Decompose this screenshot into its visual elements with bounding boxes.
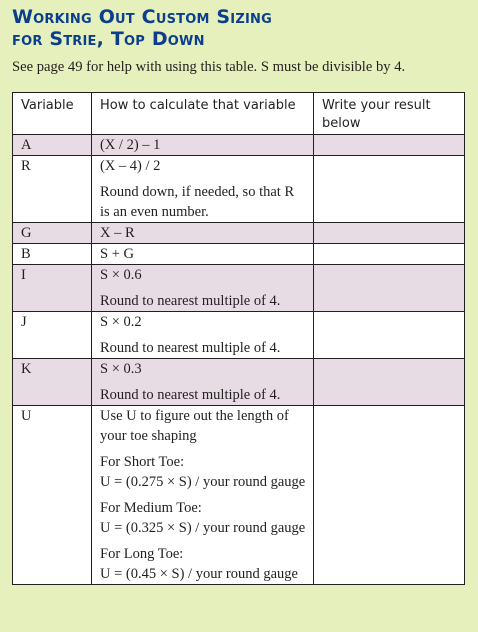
formula-cell: [92, 312, 314, 359]
result-cell[interactable]: [314, 406, 465, 585]
formula-cell: [92, 156, 314, 223]
table-row-k: [13, 359, 465, 406]
title-line-1: Working Out Custom Sizing: [12, 6, 272, 28]
long-toe-label: For Long Toe:: [100, 546, 184, 562]
formula-cell: [92, 359, 314, 406]
formula-cell: X – R: [92, 223, 314, 244]
header-variable: Variable: [13, 93, 92, 135]
result-cell[interactable]: [314, 265, 465, 312]
short-toe-label: For Short Toe:: [100, 454, 185, 470]
variable-cell: U: [13, 406, 92, 585]
title-line-2: for Strie, Top Down: [12, 28, 205, 50]
note-text: Round to nearest multiple of 4.: [100, 340, 281, 356]
short-toe-formula: U = (0.275 × S) / your round gauge: [100, 474, 306, 490]
header-how: How to calculate that variable: [92, 93, 314, 135]
note-text: Round to nearest multiple of 4.: [100, 387, 281, 403]
intro-line-2: your toe shaping: [100, 428, 197, 444]
header-result: [314, 93, 465, 135]
table-header-row: [13, 93, 465, 135]
note-text: Round to nearest multiple of 4.: [100, 293, 281, 309]
table-row-u: [13, 406, 465, 585]
long-toe-formula: U = (0.45 × S) / your round gauge: [100, 566, 298, 582]
header-result-line-1: Write your result: [322, 98, 431, 113]
page-title: [12, 6, 478, 50]
result-cell[interactable]: [314, 223, 465, 244]
table-row-j: [13, 312, 465, 359]
formula-text: S × 0.3: [100, 361, 142, 377]
medium-toe-formula: U = (0.325 × S) / your round gauge: [100, 520, 306, 536]
formula-text: (X – 4) / 2: [100, 158, 161, 174]
variable-cell: R: [13, 156, 92, 223]
variable-cell: B: [13, 244, 92, 265]
formula-cell: [92, 265, 314, 312]
header-result-line-2: below: [322, 116, 361, 131]
sizing-table: [12, 92, 465, 585]
variable-cell: G: [13, 223, 92, 244]
result-cell[interactable]: [314, 359, 465, 406]
variable-cell: K: [13, 359, 92, 406]
result-cell[interactable]: [314, 244, 465, 265]
result-cell[interactable]: [314, 156, 465, 223]
table-row-b: [13, 244, 465, 265]
result-cell[interactable]: [314, 312, 465, 359]
variable-cell: A: [13, 135, 92, 156]
intro-line-1: Use U to figure out the length of: [100, 408, 289, 424]
formula-text: S × 0.2: [100, 314, 142, 330]
table-row-a: [13, 135, 465, 156]
formula-text: S × 0.6: [100, 267, 142, 283]
table-row-r: [13, 156, 465, 223]
table-row-g: [13, 223, 465, 244]
medium-toe-label: For Medium Toe:: [100, 500, 202, 516]
subtitle: See page 49 for help with using this table. S must be divisible by 4.: [12, 59, 406, 75]
variable-cell: J: [13, 312, 92, 359]
result-cell[interactable]: [314, 135, 465, 156]
table-row-i: [13, 265, 465, 312]
note-line-2: is an even number.: [100, 204, 209, 220]
formula-cell: S + G: [92, 244, 314, 265]
variable-cell: I: [13, 265, 92, 312]
formula-cell: [92, 406, 314, 585]
note-line-1: Round down, if needed, so that R: [100, 184, 295, 200]
formula-cell: (X / 2) – 1: [92, 135, 314, 156]
